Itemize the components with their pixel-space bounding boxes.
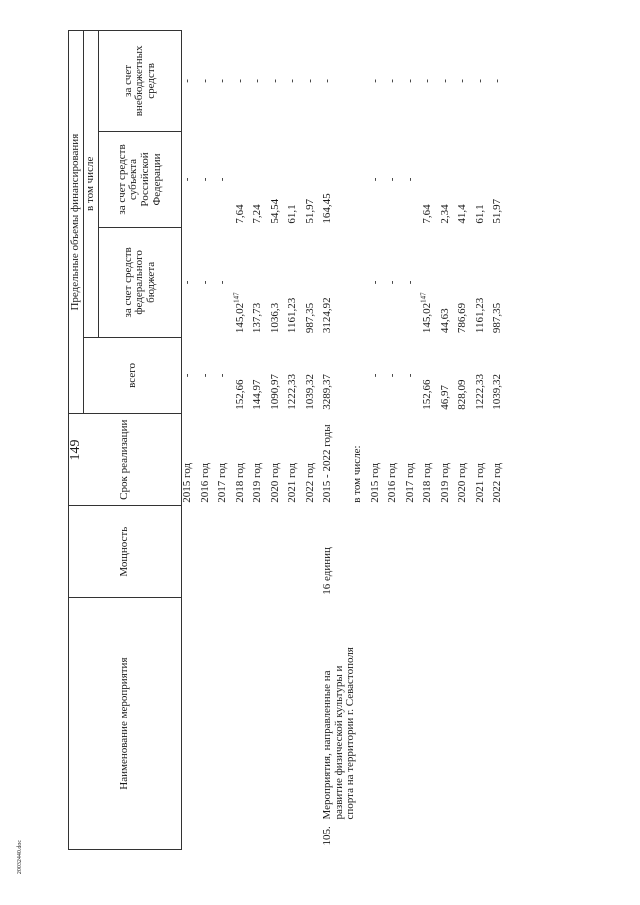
item-name: Мероприятия, направленные на развитие физической культуры и спорта на территории г. Севастополя <box>321 647 357 820</box>
federal-value: 987,35 <box>303 302 316 334</box>
capacity-cell <box>270 506 288 598</box>
federal-cell <box>457 228 475 337</box>
period-cell: 2019 год <box>438 462 451 503</box>
table-row <box>270 31 288 850</box>
period-cell: 2020 год <box>456 462 468 503</box>
regional-cell <box>352 131 370 227</box>
total-cell: - <box>368 373 381 378</box>
total-cell: 152,66 <box>421 379 433 410</box>
federal-value: 137,73 <box>251 302 263 334</box>
period-cell: 2022 год <box>491 462 503 503</box>
extrabudget-cell: - <box>181 79 193 83</box>
name-cell <box>305 598 323 850</box>
regional-cell: - <box>386 177 398 182</box>
total-cell: 144,97 <box>251 379 263 410</box>
total-cell: 1039,32 <box>491 374 503 410</box>
capacity-cell <box>252 506 270 598</box>
federal-cell <box>305 228 323 337</box>
federal-cell <box>231 228 253 337</box>
federal-cell <box>440 228 458 337</box>
table-row <box>217 31 235 850</box>
total-cell: 1090,97 <box>268 374 281 410</box>
name-cell <box>217 598 235 850</box>
extrabudget-cell: - <box>303 79 316 83</box>
federal-value: - <box>198 280 211 285</box>
regional-cell: 61,1 <box>473 204 486 224</box>
extrabudget-cell: - <box>198 79 211 83</box>
extrabudget-cell: - <box>321 79 333 83</box>
header-capacity: Мощность <box>69 506 182 598</box>
capacity-cell <box>235 506 253 598</box>
period-cell: 2016 год <box>386 462 398 503</box>
extrabudget-cell: - <box>456 79 468 83</box>
period-cell: 2015 год <box>181 462 193 503</box>
regional-cell: 164,45 <box>321 193 333 224</box>
item-name-cell <box>322 598 510 850</box>
federal-cell <box>217 228 235 337</box>
header-name: Наименование мероприятия <box>69 598 182 850</box>
total-cell: 1039,32 <box>303 374 316 410</box>
federal-value: - <box>386 280 398 285</box>
federal-value: 987,35 <box>491 302 503 334</box>
federal-value: 1161,23 <box>286 297 298 334</box>
extrabudget-cell: - <box>473 79 486 83</box>
extrabudget-cell: - <box>386 79 398 83</box>
federal-cell <box>182 228 200 337</box>
total-cell: 1222,33 <box>473 374 486 410</box>
federal-value: 1161,23 <box>473 297 486 334</box>
period-cell: 2021 год <box>473 462 486 503</box>
regional-cell: 61,1 <box>286 204 298 224</box>
federal-value: 145,02 <box>233 302 246 334</box>
federal-cell <box>387 228 405 337</box>
federal-cell <box>270 228 288 337</box>
header-period: Срок реализации <box>69 414 182 506</box>
federal-value: 3124,92 <box>321 297 333 334</box>
header-extrabudget: за счет внебюджетных средств <box>99 31 182 132</box>
total-cell: - <box>403 373 416 378</box>
federal-cell <box>419 228 440 337</box>
name-cell <box>252 598 270 850</box>
federal-cell <box>370 228 388 337</box>
federal-value: 1036,3 <box>268 302 281 334</box>
table-row <box>252 31 270 850</box>
federal-cell <box>475 228 493 337</box>
name-cell <box>270 598 288 850</box>
total-cell: - <box>198 373 211 378</box>
period-cell: 2020 год <box>268 462 281 503</box>
item-rows <box>322 31 510 850</box>
federal-value: - <box>368 280 381 285</box>
table-row <box>200 31 218 850</box>
capacity-cell <box>217 506 235 598</box>
federal-cell <box>492 228 510 337</box>
item-index: 105. <box>321 826 333 846</box>
regional-cell: 2,34 <box>438 204 451 224</box>
rotated-table-area <box>68 30 600 850</box>
extrabudget-cell: - <box>491 79 503 83</box>
period-cell: 2017 год <box>216 462 228 503</box>
federal-cell <box>352 228 370 337</box>
total-cell: 828,09 <box>456 379 468 410</box>
extrabudget-cell: - <box>268 79 281 83</box>
total-cell: 1222,33 <box>286 374 298 410</box>
federal-cell <box>200 228 218 337</box>
page-number: 149 <box>68 439 83 461</box>
period-cell: 2017 год <box>403 462 416 503</box>
extrabudget-cell: - <box>421 79 433 83</box>
regional-cell: 51,97 <box>303 198 316 224</box>
period-cell: 2018 год <box>233 462 246 503</box>
extrabudget-cell: - <box>368 79 381 83</box>
regional-cell: - <box>403 177 416 182</box>
table-row <box>235 31 253 850</box>
header-including: в том числе <box>84 31 99 338</box>
extrabudget-cell: - <box>216 79 228 83</box>
total-cell <box>352 337 370 414</box>
period-cell: 2015 год <box>368 462 381 503</box>
capacity-cell <box>200 506 218 598</box>
federal-value: 786,69 <box>456 302 468 334</box>
total-cell: - <box>216 373 228 378</box>
total-cell: 3289,37 <box>321 374 333 410</box>
extrabudget-cell: - <box>403 79 416 83</box>
table-row <box>322 31 352 850</box>
extrabudget-cell: - <box>251 79 263 83</box>
item-capacity: 16 единиц <box>321 547 333 595</box>
extrabudget-cell <box>352 31 370 132</box>
regional-cell: 7,64 <box>421 204 433 224</box>
document-code: 20032440.doc <box>17 839 23 875</box>
footnote-ref: 147 <box>419 292 428 303</box>
regional-cell: 41,4 <box>456 204 468 224</box>
regional-cell: - <box>216 177 228 182</box>
period-cell: 2019 год <box>251 462 263 503</box>
table-row <box>305 31 323 850</box>
federal-cell <box>405 228 423 337</box>
regional-cell: 51,97 <box>491 198 503 224</box>
period-cell: 2015 - 2022 годы <box>321 424 333 503</box>
period-cell: 2016 год <box>198 462 211 503</box>
total-cell: - <box>181 373 193 378</box>
header-federal: за счет средств федерального бюджета <box>99 228 182 337</box>
table-landscape <box>68 30 600 850</box>
federal-value: 44,63 <box>438 308 451 334</box>
name-cell <box>287 598 305 850</box>
capacity-cell <box>182 506 200 598</box>
continuation-rows <box>182 31 323 850</box>
extrabudget-cell: - <box>233 79 246 83</box>
federal-cell <box>322 228 352 337</box>
capacity-cell <box>287 506 305 598</box>
total-cell: - <box>386 373 398 378</box>
period-cell: в том числе: <box>351 445 363 503</box>
name-cell <box>182 598 200 850</box>
table-row <box>182 31 200 850</box>
federal-cell <box>252 228 270 337</box>
footnote-ref: 147 <box>231 292 240 303</box>
federal-value: - <box>181 280 193 285</box>
name-cell <box>235 598 253 850</box>
extrabudget-cell: - <box>286 79 298 83</box>
extrabudget-cell: - <box>438 79 451 83</box>
regional-cell: - <box>368 177 381 182</box>
total-cell: 152,66 <box>233 379 246 410</box>
federal-value: - <box>216 280 228 285</box>
federal-value: - <box>403 280 416 285</box>
header-funding: Предельные объемы финансирования <box>69 31 84 414</box>
table-header <box>69 31 182 850</box>
header-total: всего <box>84 337 182 414</box>
funding-table <box>68 30 510 850</box>
total-cell: 46,97 <box>438 385 451 410</box>
regional-cell: - <box>181 177 193 182</box>
federal-value: 145,02 <box>421 302 433 334</box>
header-regional: за счет средств субъекта Российской Федерации <box>99 131 182 227</box>
period-cell: 2021 год <box>286 462 298 503</box>
name-cell <box>200 598 218 850</box>
regional-cell: 7,64 <box>233 204 246 224</box>
regional-cell: - <box>198 177 211 182</box>
capacity-cell <box>305 506 323 598</box>
period-cell: 2022 год <box>303 462 316 503</box>
federal-cell <box>287 228 305 337</box>
table-row <box>287 31 305 850</box>
regional-cell: 7,24 <box>251 204 263 224</box>
period-cell: 2018 год <box>421 462 433 503</box>
regional-cell: 54,54 <box>268 198 281 224</box>
